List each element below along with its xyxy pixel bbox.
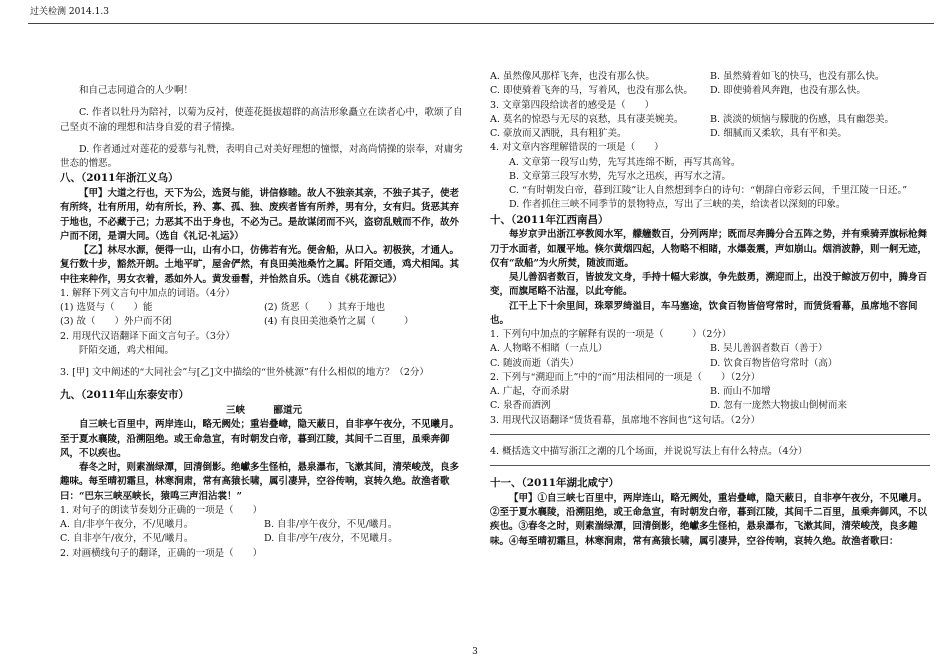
section-10-heading: 十、（2011年江西南昌） bbox=[490, 213, 609, 226]
sub-question: 阡陌交通，鸡犬相闻。 bbox=[79, 344, 175, 356]
option: B. 文章第三段写水势，先写水之迅疾，再写水之清。 bbox=[509, 170, 732, 182]
option: A. 虽然像风那样飞奔，也没有那么快。 bbox=[490, 71, 655, 82]
sub-question: (1) 选贤与（ ）能 bbox=[60, 302, 153, 313]
options-row bbox=[490, 127, 930, 141]
option: B. 自非/亭午夜分，不见/曦月。 bbox=[264, 519, 398, 530]
option: C. “有时朝发白帝，暮到江陵”让人自然想到李白的诗句：“朝辞白帝彩云间，千里江陵一日还。” bbox=[509, 185, 908, 196]
answer-row bbox=[60, 301, 468, 315]
passage-paragraph: 【甲】①自三峡七百里中，两岸连山，略无阙处，重岩叠嶂，隐天蔽日，自非亭午夜分，不见曦月。②至于夏水襄陵，沿溯阻绝，或王命急宣，有时朝发白帝，暮到江陵，其间千二百里，虽乘奔御风，不以疾也。③春冬之时，则素湍绿潭，回清倒影，绝巘多生怪柏，悬泉瀑布，飞漱其间，清荣峻茂，良多趣味。④每至晴初霜旦，林寒涧肃，常有高猿长啸，属引凄异，空谷传响，哀转久绝。故渔者歌曰： bbox=[490, 492, 928, 547]
options-row bbox=[490, 399, 930, 413]
option: A. 莫名的惊恐与无尽的哀愁，具有凄美婉美。 bbox=[490, 113, 684, 125]
option-c: C. 作者以牡丹为陪衬，以菊为反衬，使莲花挺拔超群的高洁形象矗立在读者心中，歌颂了自己坚贞不渝的理想和洁身自爱的君子情操。 bbox=[60, 107, 463, 133]
answer-line bbox=[490, 434, 930, 435]
option: D. 细腻而又柔软，具有平和美。 bbox=[710, 128, 847, 139]
options-row bbox=[60, 518, 468, 532]
options-row bbox=[490, 70, 930, 84]
option: B. 淡淡的烦恼与朦胧的伤感，具有幽怨美。 bbox=[710, 113, 895, 125]
option: D. 即使骑着风奔跑，也没有那么快。 bbox=[710, 85, 866, 97]
option: D. 饮食百物皆倍穹常时（高） bbox=[710, 357, 838, 369]
question: 4. 对文章内容理解错误的一项是（ ） bbox=[490, 142, 664, 154]
options-row bbox=[490, 385, 930, 399]
option: D. 自非/亭午/夜分，不见曦月。 bbox=[264, 533, 398, 545]
question: 3. [甲] 文中阐述的“大同社会”与[乙]文中描绘的“世外桃源”有什么相似的地方？（2分） bbox=[60, 367, 429, 378]
options-row bbox=[60, 532, 468, 546]
sub-question: (2) 货恶（ ）其弃于地也 bbox=[264, 302, 385, 313]
right-column bbox=[490, 70, 930, 549]
section-8-heading: 八、（2011年浙江义乌） bbox=[60, 172, 179, 185]
header-title: 过关检测 2014.1.3 bbox=[30, 7, 109, 17]
section-9-heading: 九、（2011年山东泰安市） bbox=[60, 389, 189, 402]
text-line: 和自己志同道合的人少啊！ bbox=[79, 85, 194, 96]
section-11-heading: 十一、（2011年湖北咸宁） bbox=[490, 477, 619, 489]
passage-paragraph: 每岁京尹出浙江亭教阅水军，艨艟数百，分列两岸；既而尽奔腾分合五阵之势，并有乘骑弄旗标枪舞刀于水面者，如履平地。倏尔黄烟四起，人物略不相睹，水爆轰震，声如崩山。烟消波静，则一舸无迹，仅有“敌船”为火所焚，随波而逝。 bbox=[490, 229, 928, 269]
page-header bbox=[0, 0, 950, 28]
passage-jia: 【甲】大道之行也，天下为公，选贤与能，讲信修睦。故人不独亲其亲，不独子其子，使老有所终，壮有所用，幼有所长，矜、寡、孤、独、废疾者皆有所养，男有分，女有归。货恶其弃于地也，不必藏于己；力恶其不出于身也，不必为己。是故谋闭而不兴，盗窃乱贼而不作，故外户而不闭，是谓大同。（选自《礼记·礼运》） bbox=[60, 188, 460, 242]
question: 1. 下列句中加点的字解释有误的一项是（ ）（2分） bbox=[490, 329, 732, 340]
option: C. 随波而逝（消失） bbox=[490, 357, 579, 369]
passage-paragraph: 春冬之时，则素湍绿潭，回清倒影。绝巘多生怪柏，悬泉瀑布，飞漱其间，清荣峻茂，良多趣味。每至晴初霜旦，林寒涧肃，常有高猿长啸，属引凄异，空谷传响，哀转久绝。故渔者歌曰：“巴东三峡巫峡长，猿鸣三声泪沾裳！” bbox=[60, 462, 460, 502]
answer-row bbox=[60, 315, 468, 329]
option-d: D. 作者通过对莲花的爱慕与礼赞，表明自己对美好理想的憧憬，对高尚情操的崇奉，对庸劣世态的憎恶。 bbox=[60, 143, 463, 169]
option: B. 而山不加增 bbox=[710, 386, 771, 397]
option: B. 虽然骑着如飞的快马，也没有那么快。 bbox=[710, 71, 885, 82]
option: C. 即使骑着飞奔的马，写着风，也没有那么快。 bbox=[490, 85, 693, 97]
passage-title: 三峡 郦道元 bbox=[225, 405, 302, 416]
answer-line bbox=[490, 465, 930, 466]
question: 3. 用现代汉语翻译“赁货看幕，虽席地不容间也”这句话。（2分） bbox=[490, 414, 761, 426]
question: 2. 对画横线句子的翻译，正确的一项是（ ） bbox=[60, 547, 263, 559]
option: A. 自/非亭午夜分，不/见曦月。 bbox=[60, 519, 194, 530]
question: 1. 对句子的朗读节奏划分正确的一项是（ ） bbox=[60, 504, 263, 516]
option: D. 忽有一庞然大物拔山倒树而来 bbox=[710, 400, 847, 412]
left-column bbox=[60, 84, 468, 561]
option: C. 豪放而又洒脱，具有粗犷美。 bbox=[490, 128, 627, 139]
options-row bbox=[490, 357, 930, 371]
sub-question: (3) 故（ ）外户而不闭 bbox=[60, 316, 172, 328]
question: 1. 解释下列文言句中加点的词语。（4分） bbox=[60, 287, 235, 299]
question: 2. 下列与“溯迎而上”中的“而”用法相同的一项是（ ）（2分） bbox=[490, 371, 761, 383]
option: C. 泉香而酒洌 bbox=[490, 400, 551, 412]
header-rule bbox=[28, 23, 934, 24]
option: A. 人物略不相睹（一点儿） bbox=[490, 343, 608, 355]
page-number: 3 bbox=[472, 646, 478, 657]
option: C. 自非亭午/夜分，不见/曦月。 bbox=[60, 533, 194, 545]
passage-yi: 【乙】林尽水源，便得一山，山有小口，仿佛若有光。便舍船，从口入。初极狭，才通人。复行数十步，豁然开朗。土地平旷，屋舍俨然，有良田美池桑竹之属。阡陌交通，鸡犬相闻。其中往来种作，男女衣着，悉如外人。黄发垂髫，并怡然自乐。（选自《桃花源记》） bbox=[60, 245, 460, 285]
passage-paragraph: 江干上下十余里间，珠翠罗绮溢目，车马塞途，饮食百物皆倍穹常时，而赁货看幕，虽席地不容间也。 bbox=[490, 300, 918, 326]
question: 2. 用现代汉语翻译下面文言句子。（3分） bbox=[60, 330, 235, 342]
passage-paragraph: 自三峡七百里中，两岸连山，略无阙处；重岩叠嶂，隐天蔽日，自非亭午夜分，不见曦月。至于夏水襄陵，沿溯阻绝。或王命急宣，有时朝发白帝，暮到江陵，其间千二百里，虽乘奔御风，不以疾也。 bbox=[60, 419, 460, 459]
option: B. 吴儿善泅者数百（善于） bbox=[710, 343, 828, 355]
question: 4. 概括选文中描写浙江之潮的几个场面，并说说写法上有什么特点。（4分） bbox=[490, 445, 808, 457]
passage-paragraph: 吴儿善泅者数百，皆披发文身，手持十幅大彩旗，争先鼓勇，溯迎而上，出没于鲸波万仞中，腾身百变，而旗尾略不沾湿，以此夸能。 bbox=[490, 272, 928, 298]
options-row bbox=[490, 342, 930, 356]
option: A. 广起，夺而杀尉 bbox=[490, 386, 570, 397]
options-row bbox=[490, 84, 930, 98]
sub-question: (4) 有良田美池桑竹之属（ ） bbox=[264, 316, 414, 328]
option: A. 文章第一段写山势，先写其连绵不断，再写其高耸。 bbox=[509, 156, 741, 168]
question: 3. 文章第四段给读者的感受是（ ） bbox=[490, 99, 655, 111]
options-row bbox=[490, 113, 930, 127]
option: D. 作者抓住三峡不同季节的景物特点，写出了三峡的美，给读者以深刻的印象。 bbox=[509, 199, 846, 211]
